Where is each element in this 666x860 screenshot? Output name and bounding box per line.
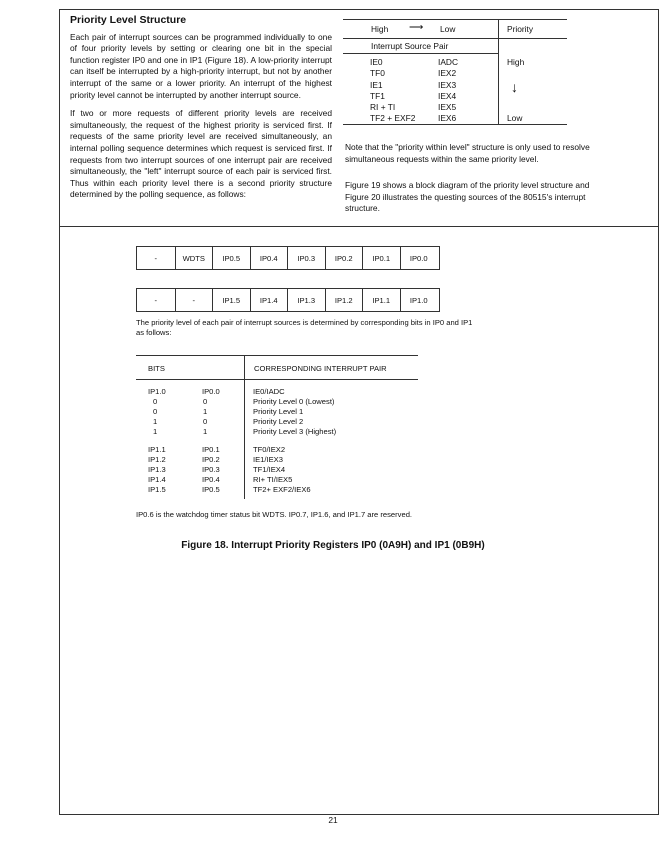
list-item: IE1 bbox=[370, 79, 383, 90]
list-item: IEX5 bbox=[438, 102, 457, 113]
ip0-register-row bbox=[136, 246, 440, 270]
list-item: RI + TI bbox=[370, 102, 396, 113]
left-source-column bbox=[370, 57, 430, 125]
register-cell: - bbox=[175, 289, 213, 311]
list-item: TF0 bbox=[370, 68, 385, 79]
cell: IP1.1 bbox=[148, 445, 166, 454]
header-high: High bbox=[371, 24, 389, 34]
list-item: IEX4 bbox=[438, 90, 457, 101]
bits-col-ip0-levels bbox=[202, 387, 242, 437]
header-interrupt-source-pair: Interrupt Source Pair bbox=[371, 41, 449, 51]
register-cell: IP1.0 bbox=[400, 289, 438, 311]
page-number: 21 bbox=[328, 815, 338, 825]
list-item: TF1 bbox=[370, 90, 385, 101]
cell: RI+ TI/IEX5 bbox=[253, 474, 293, 484]
cell: IP1.4 bbox=[148, 474, 166, 484]
cell: IP1.5 bbox=[148, 484, 166, 494]
register-cell: IP0.3 bbox=[287, 247, 325, 269]
list-item: IE0 bbox=[370, 57, 383, 67]
cell: Priority Level 0 (Lowest) bbox=[253, 396, 335, 406]
register-cell: IP0.4 bbox=[250, 247, 288, 269]
cell: IP0.1 bbox=[202, 445, 220, 454]
cell: TF2+ EXF2/IEX6 bbox=[253, 484, 311, 494]
cell: Priority Level 3 (Highest) bbox=[253, 426, 337, 436]
note-figure-references: Figure 19 shows a block diagram of the priority level structure and Figure 20 illustrates the questing sources of the 80515's interrupt structure. bbox=[345, 180, 590, 214]
cell: IP0.5 bbox=[202, 484, 220, 494]
cell: Priority Level 1 bbox=[253, 406, 304, 416]
list-item: TF2 + EXF2 bbox=[370, 113, 416, 124]
cell: IE0/IADC bbox=[253, 387, 285, 396]
header-corresponding-pair: CORRESPONDING INTERRUPT PAIR bbox=[254, 364, 387, 373]
table-column-divider bbox=[498, 19, 499, 124]
header-low: Low bbox=[440, 24, 456, 34]
cell: 0 bbox=[203, 416, 208, 426]
cell: IP0.2 bbox=[202, 454, 220, 464]
cell: IP1.3 bbox=[148, 464, 166, 474]
section-heading: Priority Level Structure bbox=[70, 14, 187, 26]
cell: IE1/IEX3 bbox=[253, 454, 283, 464]
cell: TF1/IEX4 bbox=[253, 464, 286, 474]
cell: 1 bbox=[153, 426, 158, 436]
priority-low-label: Low bbox=[507, 113, 523, 123]
down-arrow-icon: ↓ bbox=[511, 79, 518, 95]
cell: 1 bbox=[153, 416, 158, 426]
bits-col-ip1-levels bbox=[148, 387, 188, 437]
register-cell: IP0.0 bbox=[400, 247, 438, 269]
cell: TF0/IEX2 bbox=[253, 445, 286, 454]
paragraph-1: Each pair of interrupt sources can be programmed individually to one of four priority levels by setting or clearing one bit in the special function register IP0 and one in IP1 (Figure 18). A low-priority interrupt can itself be interrupted by a high-priority interrupt, but not by another interrupt of the same or a lower priority. An interrupt of the highest priority level cannot be interrupted by another interrupt source. bbox=[70, 31, 332, 100]
list-item: IEX3 bbox=[438, 79, 457, 90]
cell: 1 bbox=[203, 406, 208, 416]
register-cell: IP1.5 bbox=[212, 289, 250, 311]
register-cell: - bbox=[154, 295, 158, 305]
note-priority-within-level: Note that the "priority within level" structure is only used to resolve simultaneous requests within the same priority level. bbox=[345, 142, 590, 164]
cell: 0 bbox=[153, 396, 158, 406]
section-divider bbox=[59, 226, 659, 227]
register-cell: IP0.5 bbox=[212, 247, 250, 269]
register-cell: IP0.2 bbox=[325, 247, 363, 269]
register-cell: IP1.3 bbox=[287, 289, 325, 311]
register-cell: - bbox=[154, 253, 158, 263]
priority-high-label: High bbox=[507, 57, 525, 67]
table-bottom-rule bbox=[343, 124, 567, 125]
cell: 1 bbox=[203, 426, 208, 436]
bits-column-divider bbox=[244, 355, 245, 499]
cell: IP0.3 bbox=[202, 464, 220, 474]
register-note: The priority level of each pair of interrupt sources is determined by corresponding bits in IP0 and IP1 as follows: bbox=[136, 318, 473, 338]
register-cell: IP0.1 bbox=[362, 247, 400, 269]
reserved-bits-footnote: IP0.6 is the watchdog timer status bit WDTS. IP0.7, IP1.6, and IP1.7 are reserved. bbox=[136, 510, 413, 519]
register-cell: IP1.1 bbox=[362, 289, 400, 311]
left-text-column bbox=[70, 15, 332, 208]
right-arrow-icon: ⟶ bbox=[409, 22, 424, 33]
right-source-column bbox=[438, 57, 493, 125]
list-item: IEX6 bbox=[438, 113, 457, 124]
table-header-row bbox=[343, 19, 567, 39]
cell: IP1.2 bbox=[148, 454, 166, 464]
cell: IP1.0 bbox=[148, 387, 166, 396]
cell: IP0.4 bbox=[202, 474, 220, 484]
ip1-register-row bbox=[136, 288, 440, 312]
bits-col-ip1-pairs bbox=[148, 445, 188, 495]
pair-header-row bbox=[343, 38, 498, 54]
cell: IP0.0 bbox=[202, 387, 220, 396]
paragraph-2: If two or more requests of different priority levels are received simultaneously, the request of the highest priority is serviced first. If requests of the same priority level are received simultaneously, an internal polling sequence determines which request is serviced first. If requests from two interrupt sources of one interrupt pair are received simultaneously, the "left" interrupt source of each pair is serviced first. Thus within each priority level there is a second priority structure determined by the polling sequence, as follows: bbox=[70, 108, 332, 200]
register-cell: IP1.4 bbox=[250, 289, 288, 311]
bits-col-pair-levels bbox=[253, 387, 413, 437]
figure-caption: Figure 18. Interrupt Priority Registers IP0 (0A9H) and IP1 (0B9H) bbox=[181, 540, 485, 551]
register-cell: IP1.2 bbox=[325, 289, 363, 311]
header-bits: BITS bbox=[148, 364, 165, 373]
bits-col-ip0-pairs bbox=[202, 445, 242, 495]
header-priority: Priority bbox=[507, 24, 534, 34]
list-item: IEX2 bbox=[438, 68, 457, 79]
cell: Priority Level 2 bbox=[253, 416, 304, 426]
bits-top-rule bbox=[136, 355, 418, 356]
cell: 0 bbox=[153, 406, 158, 416]
register-cell: WDTS bbox=[175, 247, 213, 269]
bits-header-rule bbox=[136, 379, 418, 380]
cell: 0 bbox=[203, 396, 208, 406]
list-item: IADC bbox=[438, 57, 459, 67]
bits-col-pair-names bbox=[253, 445, 413, 495]
